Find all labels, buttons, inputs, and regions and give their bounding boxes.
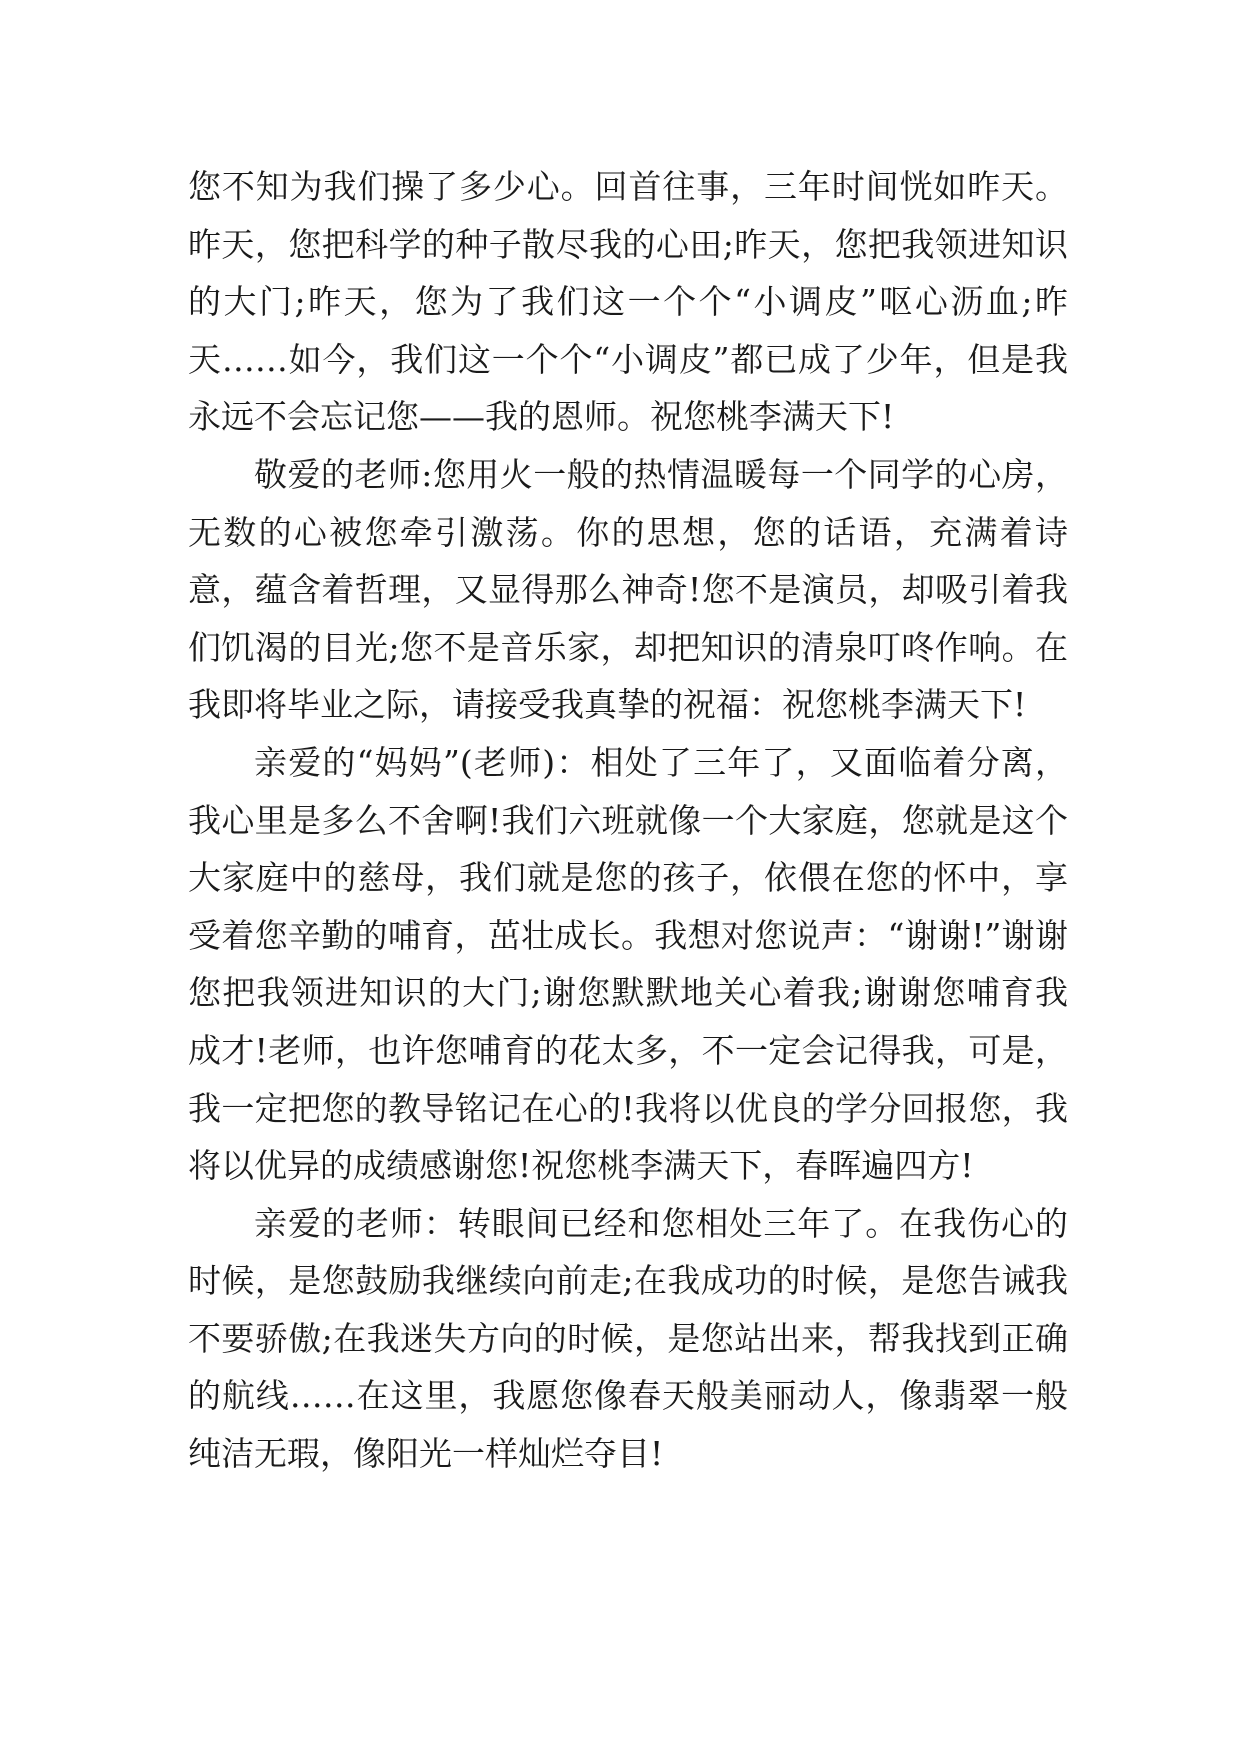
- paragraph-4: 亲爱的老师：转眼间已经和您相处三年了。在我伤心的时候，是您鼓励我继续向前走;在我成功的时候，是您告诫我不要骄傲;在我迷失方向的时候，是您站出来，帮我找到正确的航线……在这里，我愿您像春天般美丽动人，像翡翠一般纯洁无瑕，像阳光一样灿烂夺目!: [188, 1203, 1068, 1474]
- paragraph-2: 敬爱的老师:您用火一般的热情温暖每一个同学的心房，无数的心被您牵引激荡。你的思想，您的话语，充满着诗意，蕴含着哲理，又显得那么神奇!您不是演员，却吸引着我们饥渴的目光;您不是音乐家，却把知识的清泉叮咚作响。在我即将毕业之际，请接受我真挚的祝福：祝您桃李满天下!: [188, 454, 1068, 725]
- paragraph-1: 您不知为我们操了多少心。回首往事，三年时间恍如昨天。昨天，您把科学的种子散尽我的心田;昨天，您把我领进知识的大门;昨天，您为了我们这一个个“小调皮”呕心沥血;昨天……如今，我们这一个个“小调皮”都已成了少年，但是我永远不会忘记您——我的恩师。祝您桃李满天下!: [188, 167, 1068, 437]
- document-body: [188, 158, 1068, 1483]
- paragraph-3: 亲爱的“妈妈”(老师)：相处了三年了，又面临着分离，我心里是多么不舍啊!我们六班就像一个大家庭，您就是这个大家庭中的慈母，我们就是您的孩子，依偎在您的怀中，享受着您辛勤的哺育，茁壮成长。我想对您说声：“谢谢!”谢谢您把我领进知识的大门;谢您默默地关心着我;谢谢您哺育我成才!老师，也许您哺育的花太多，不一定会记得我，可是，我一定把您的教导铭记在心的!我将以优良的学分回报您，我将以优异的成绩感谢您!祝您桃李满天下，春晖遍四方!: [188, 742, 1068, 1186]
